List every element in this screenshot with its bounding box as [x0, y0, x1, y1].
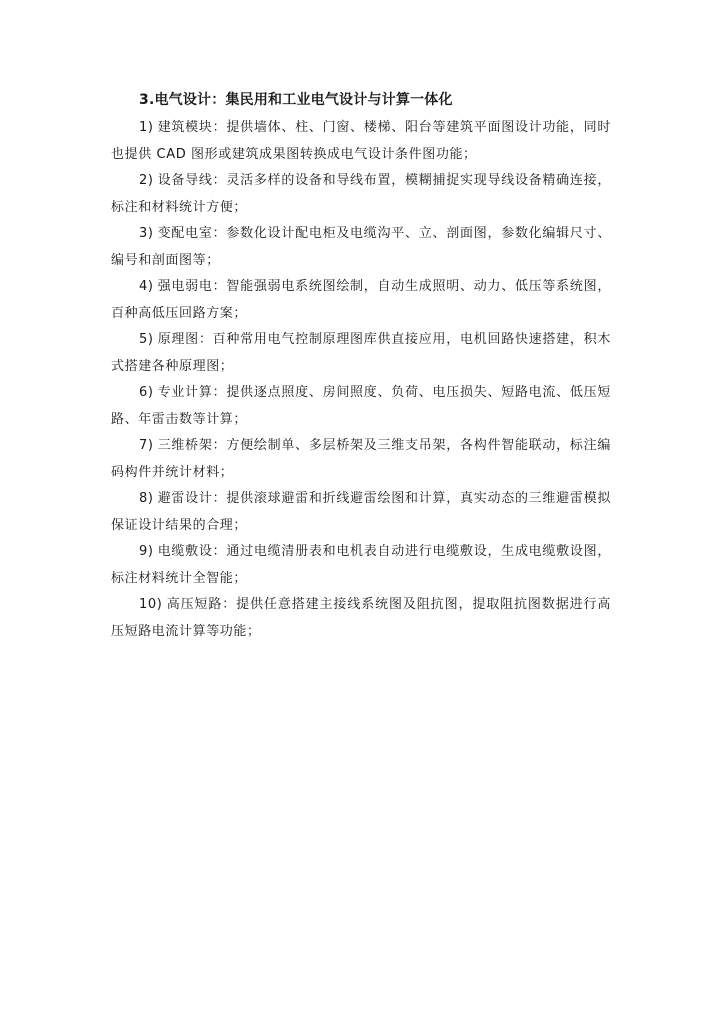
item-text: 专业计算：提供逐点照度、房间照度、负荷、电压损失、短路电流、低压短路、年雷击数等计算； [111, 385, 611, 427]
list-item-3 [111, 221, 611, 274]
item-text: 建筑模块：提供墙体、柱、门窗、楼梯、阳台等建筑平面图设计功能，同时也提供 CAD 图形或建筑成果图转换成电气设计条件图功能； [111, 120, 611, 162]
item-number: 10) [139, 597, 163, 612]
item-number: 4) [139, 279, 154, 294]
item-number: 2) [139, 173, 154, 188]
item-text: 强电弱电：智能强弱电系统图绘制，自动生成照明、动力、低压等系统图，百种高低压回路方案； [111, 279, 611, 321]
document-body [111, 88, 611, 645]
item-text: 避雷设计：提供滚球避雷和折线避雷绘图和计算，真实动态的三维避雷模拟保证设计结果的合理； [111, 491, 611, 533]
item-number: 5) [139, 332, 154, 347]
item-number: 3) [139, 226, 154, 241]
item-number: 8) [139, 491, 154, 506]
list-item-2 [111, 168, 611, 221]
item-number: 9) [139, 544, 154, 559]
list-item-5 [111, 327, 611, 380]
list-item-7 [111, 433, 611, 486]
list-item-6 [111, 380, 611, 433]
item-number: 1) [139, 120, 154, 135]
list-item-10 [111, 592, 611, 645]
list-item-1 [111, 115, 611, 168]
item-text: 变配电室：参数化设计配电柜及电缆沟平、立、剖面图，参数化编辑尺寸、编号和剖面图等； [111, 226, 611, 268]
item-text: 原理图：百种常用电气控制原理图库供直接应用，电机回路快速搭建，积木式搭建各种原理图； [111, 332, 611, 374]
section-heading: 3.电气设计：集民用和工业电气设计与计算一体化 [139, 92, 453, 108]
item-number: 6) [139, 385, 154, 400]
list-item-8 [111, 486, 611, 539]
item-text: 设备导线：灵活多样的设备和导线布置，模糊捕捉实现导线设备精确连接，标注和材料统计方便； [111, 173, 611, 215]
item-number: 7) [139, 438, 154, 453]
item-text: 三维桥架：方便绘制单、多层桥架及三维支吊架，各构件智能联动，标注编码构件并统计材料； [111, 438, 611, 480]
item-text: 高压短路：提供任意搭建主接线系统图及阻抗图，提取阻抗图数据进行高压短路电流计算等功能； [111, 597, 611, 639]
list-item-9 [111, 539, 611, 592]
list-item-4 [111, 274, 611, 327]
item-text: 电缆敷设：通过电缆清册表和电机表自动进行电缆敷设，生成电缆敷设图，标注材料统计全智能； [111, 544, 611, 586]
